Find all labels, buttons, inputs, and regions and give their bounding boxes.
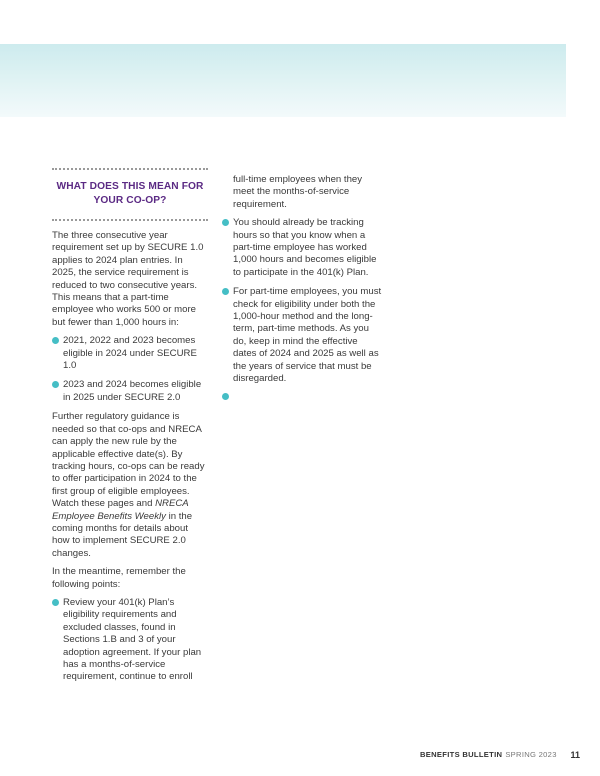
- sidebar-right-column: [222, 174, 382, 403]
- guidance-text-after: in the coming months for details about how to implement SECURE 2.0 changes.: [52, 510, 193, 559]
- list-item: [222, 286, 382, 385]
- continued-paragraph: full-time employees when they meet the months-of-service requirement.: [233, 174, 363, 210]
- points-list-continued: [222, 217, 382, 385]
- header-banner: [0, 44, 566, 117]
- bullet-icon: [52, 599, 59, 606]
- list-item: [52, 335, 208, 372]
- bullet-icon: [52, 381, 59, 388]
- bullet-icon: [222, 219, 229, 226]
- list-item: [52, 379, 208, 404]
- page-footer: [420, 748, 580, 762]
- guidance-text-before: Further regulatory guidance is needed so that co-ops and NRECA can apply the new rule by the applicable effective date(s). By tracking hours, co-ops can be ready to offer participation in 2024 to the first group of eligible employees. Watch these pages and: [52, 411, 205, 510]
- bullet-icon: [222, 288, 229, 295]
- list-item-text: 2023 and 2024 becomes eligible in 2025 under SECURE 2.0: [63, 379, 202, 403]
- list-item-text: You should already be tracking hours so that you know when a part-time employee has worked 1,000 hours and becomes eligible to participate in the 401(k) Plan.: [233, 217, 377, 278]
- sidebar-left-column: [52, 168, 208, 691]
- sidebar-heading: WHAT DOES THIS MEAN FOR YOUR CO-OP?: [56, 181, 204, 206]
- issue-season: SPRING 2023: [505, 750, 557, 759]
- eligibility-list: [52, 335, 208, 404]
- publication-name: NRECA Employee Benefits Weekly: [52, 498, 189, 522]
- page-number: 11: [570, 750, 580, 760]
- publication-title: BENEFITS BULLETIN: [420, 750, 503, 759]
- list-item: [222, 217, 382, 279]
- dotted-divider-bottom: [52, 219, 208, 221]
- dotted-divider-top: [52, 168, 208, 170]
- list-item-text: For part-time employees, you must check for eligibility under both the 1,000-hour method and the long-term, part-time methods. As you do, keep in mind the effective dates of 2024 and 2025 as well as the years of service that must be disregarded.: [233, 286, 382, 385]
- bullet-icon: [52, 337, 59, 344]
- list-item-text: 2021, 2022 and 2023 becomes eligible in 2024 under SECURE 1.0: [63, 335, 197, 372]
- intro-paragraph: The three consecutive year requirement set up by SECURE 1.0 applies to 2024 plan entries. In 2025, the service requirement is reduced to two consecutive years. This means that a part-time employee who works 500 or more but fewer than 1,000 hours in:: [52, 230, 204, 328]
- list-item: [52, 597, 208, 684]
- empty-list-item: [222, 391, 382, 403]
- bullet-icon: [222, 393, 229, 400]
- list-item-text: Review your 401(k) Plan’s eligibility requirements and excluded classes, found in Sections 1.B and 3 of your adoption agreement. If your plan has a months-of-service requirement, continue to enroll: [63, 596, 202, 683]
- meantime-paragraph: In the meantime, remember the following points:: [52, 566, 186, 590]
- points-list: [52, 597, 208, 684]
- guidance-paragraph: [52, 411, 208, 560]
